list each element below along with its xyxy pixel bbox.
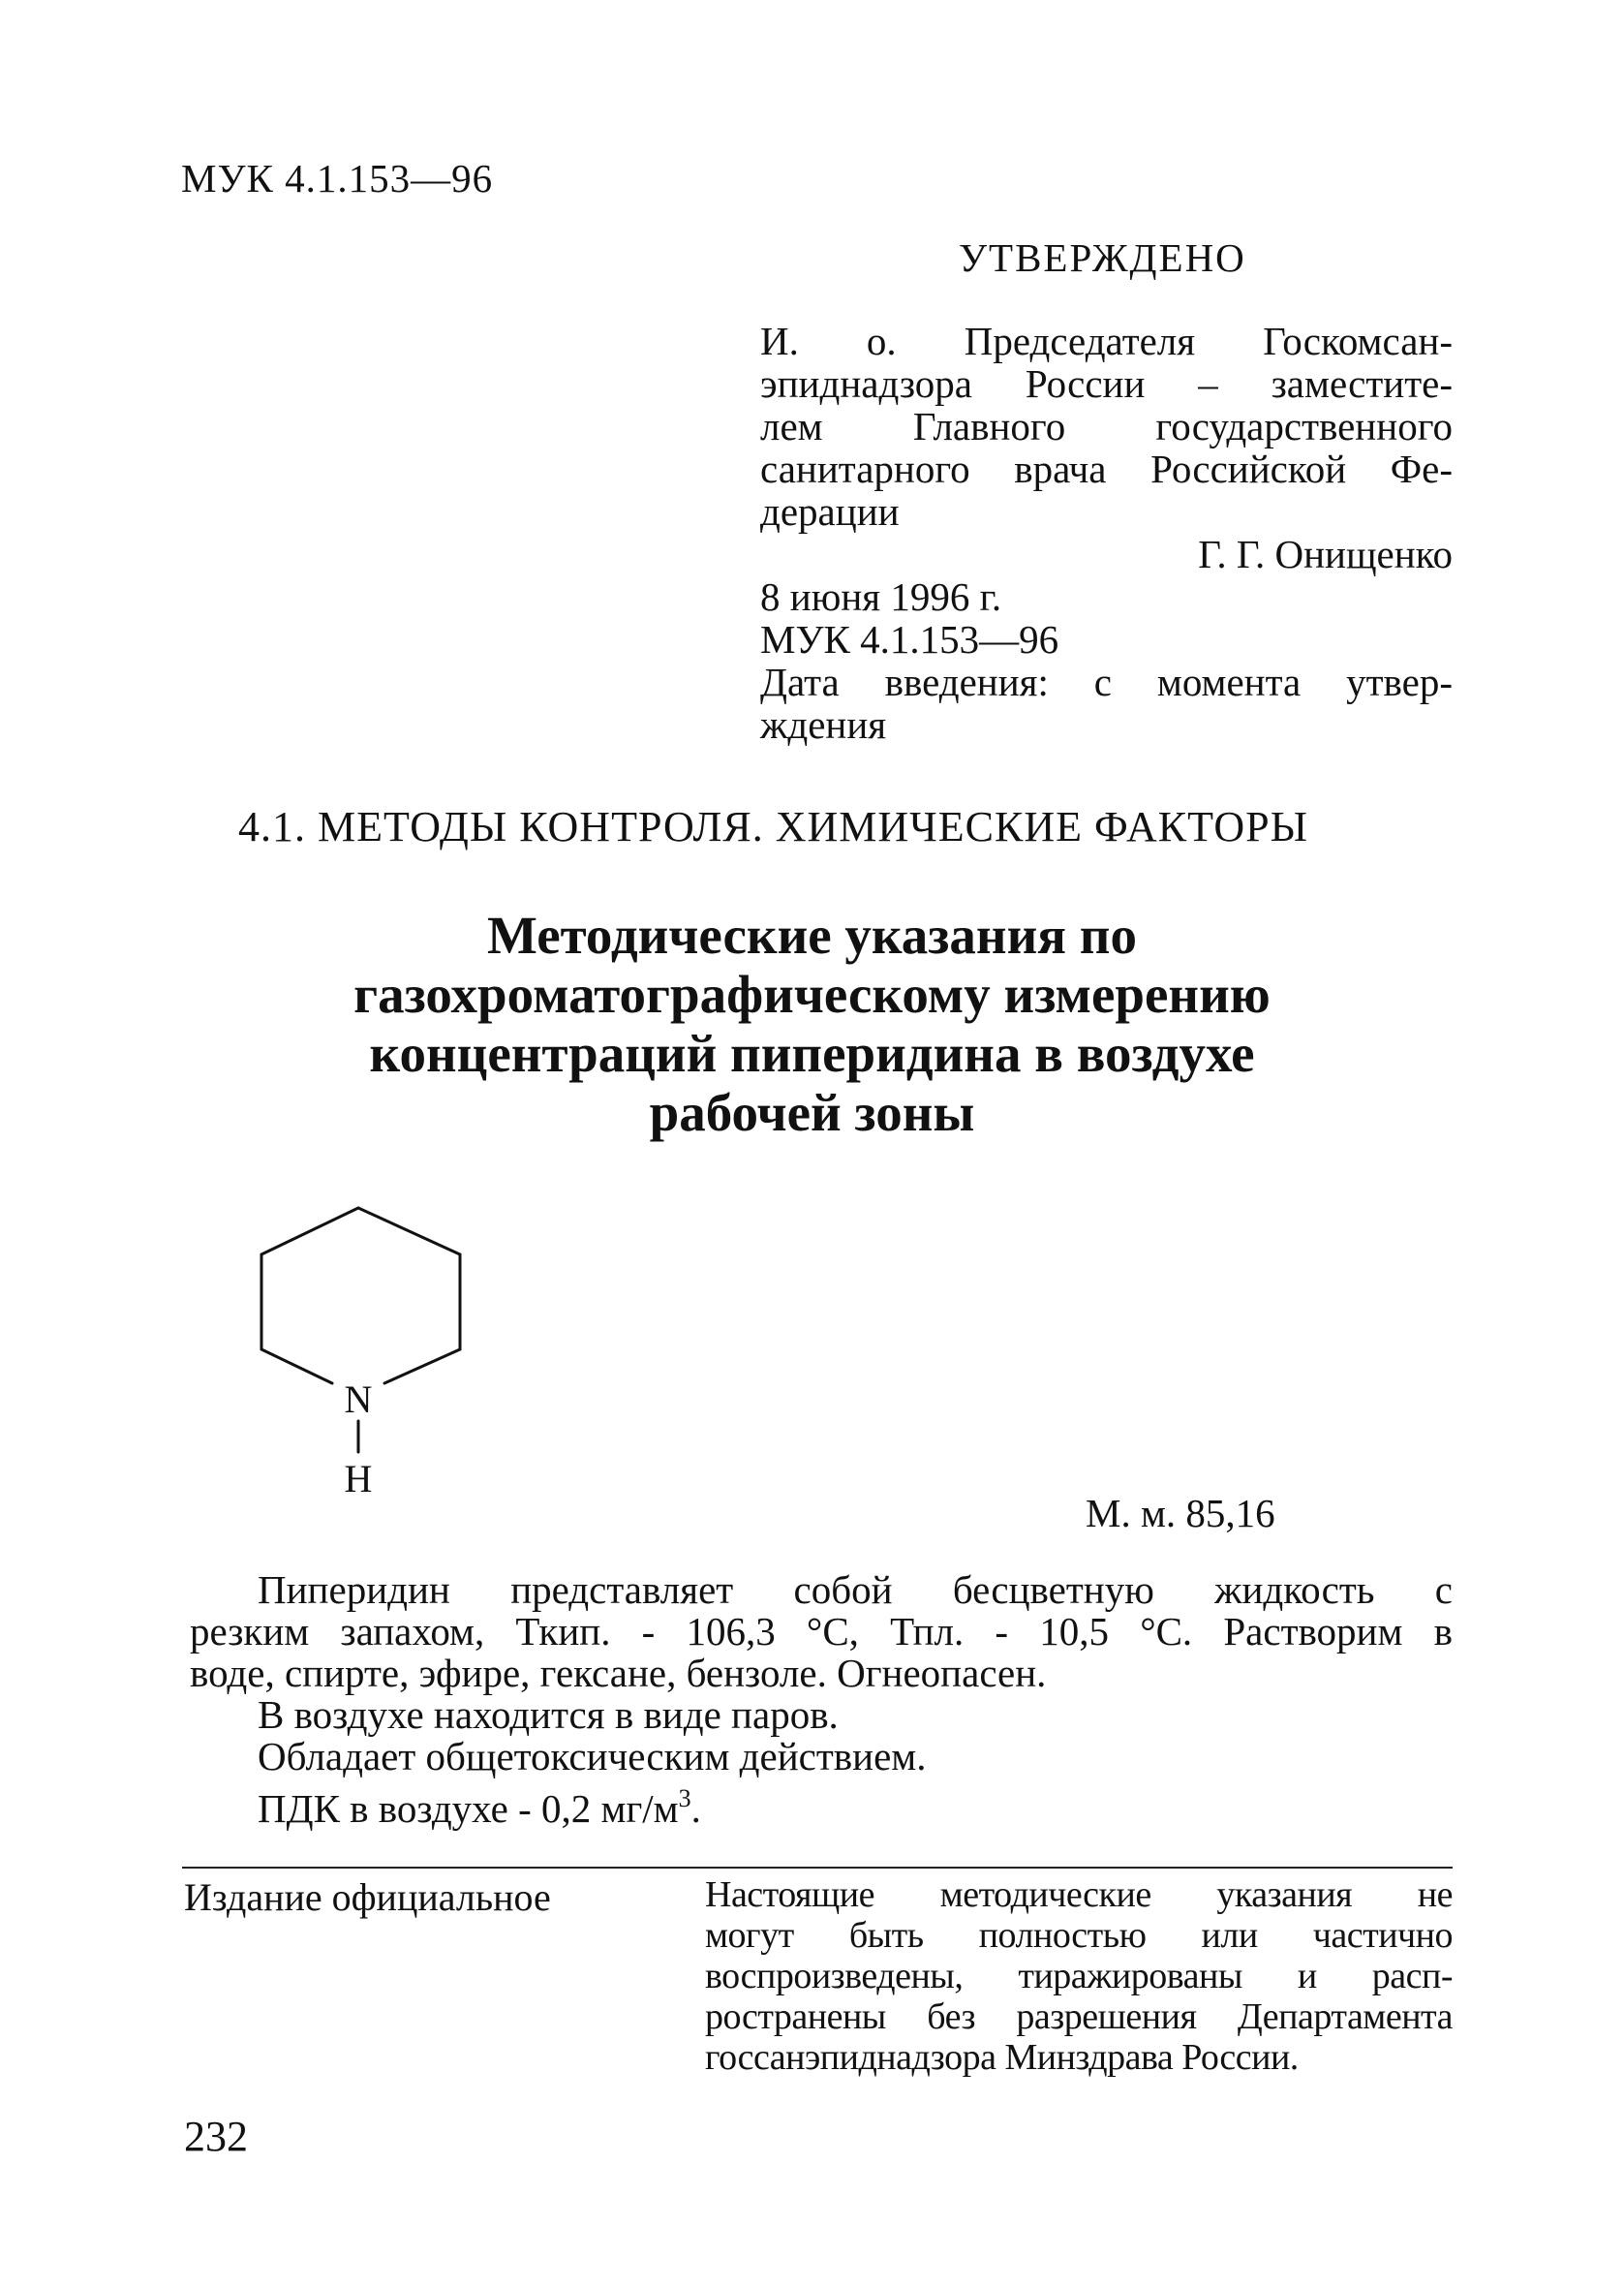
notice-line: могут быть полностью или частично xyxy=(705,1915,1453,1956)
document-code-header: МУК 4.1.153—96 xyxy=(181,156,494,201)
piperidine-structure xyxy=(247,1196,479,1506)
approval-line: санитарного врача Российской Фе- xyxy=(760,447,1453,491)
notice-line: Настоящие методические указания не xyxy=(705,1874,1453,1915)
description-paragraph xyxy=(190,1569,1453,1830)
approval-line: эпиднадзора России – заместите- xyxy=(760,361,1453,406)
body-line: Пиперидин представляет собой бесцветную жидкость с xyxy=(258,1567,1453,1612)
title-line: Методические указания по xyxy=(487,906,1137,965)
pdk-line xyxy=(190,1778,1453,1830)
copyright-notice xyxy=(705,1874,1453,2078)
notice-line: ространены без разрешения Департамента xyxy=(705,1996,1453,2037)
title-line: концентраций пиперидина в воздухе xyxy=(369,1024,1255,1083)
pdk-period: . xyxy=(690,1786,701,1831)
signatory-name: Г. Г. Онищенко xyxy=(1198,532,1453,576)
notice-line: воспроизведены, тиражированы и расп- xyxy=(705,1956,1453,1996)
pdk-text: ПДК в воздухе - 0,2 мг/м xyxy=(258,1786,679,1831)
page-number: 232 xyxy=(184,2113,248,2160)
ring-bond xyxy=(384,1349,460,1383)
molar-mass: М. м. 85,16 xyxy=(1086,1491,1275,1535)
section-title: 4.1. МЕТОДЫ КОНТРОЛЯ. ХИМИЧЕСКИЕ ФАКТОРЫ xyxy=(238,803,1309,850)
effective-date-line: ждения xyxy=(760,702,887,747)
ring-bond xyxy=(261,1208,358,1254)
title-line: рабочей зоны xyxy=(649,1083,975,1142)
approval-block xyxy=(760,320,1453,746)
ring-bond xyxy=(261,1349,332,1383)
ring-bond xyxy=(358,1208,460,1254)
body-line: В воздухе находится в виде паров. xyxy=(258,1692,839,1737)
approval-line: лем Главного государственного xyxy=(760,404,1453,448)
footer-divider xyxy=(182,1867,1453,1869)
hydrogen-atom-label: H xyxy=(344,1457,373,1500)
approved-heading: УТВЕРЖДЕНО xyxy=(959,235,1246,280)
effective-date-line: Дата введения: с момента утвер- xyxy=(760,660,1453,704)
body-line: воде, спирте, эфире, гексане, бензоле. Огнеопасен. xyxy=(190,1651,1047,1695)
nitrogen-atom-label: N xyxy=(344,1377,373,1421)
approval-doc-code: МУК 4.1.153—96 xyxy=(760,617,1059,662)
approval-line: И. о. Председателя Госкомсан- xyxy=(760,319,1453,363)
approval-date: 8 июня 1996 г. xyxy=(760,574,1002,619)
notice-line: госсанэпиднадзора Минздрава России. xyxy=(705,2037,1299,2078)
document-title xyxy=(0,906,1624,1142)
body-line: резким запахом, Ткип. - 106,3 °С, Тпл. - 10,5 °С. Растворим в xyxy=(190,1609,1453,1654)
approval-line: дерации xyxy=(760,489,900,534)
pdk-superscript: 3 xyxy=(678,1784,691,1812)
title-line: газохроматографическому измерению xyxy=(353,965,1271,1024)
body-line: Обладает общетоксическим действием. xyxy=(258,1734,927,1778)
official-edition-label: Издание официальное xyxy=(184,1875,551,1919)
